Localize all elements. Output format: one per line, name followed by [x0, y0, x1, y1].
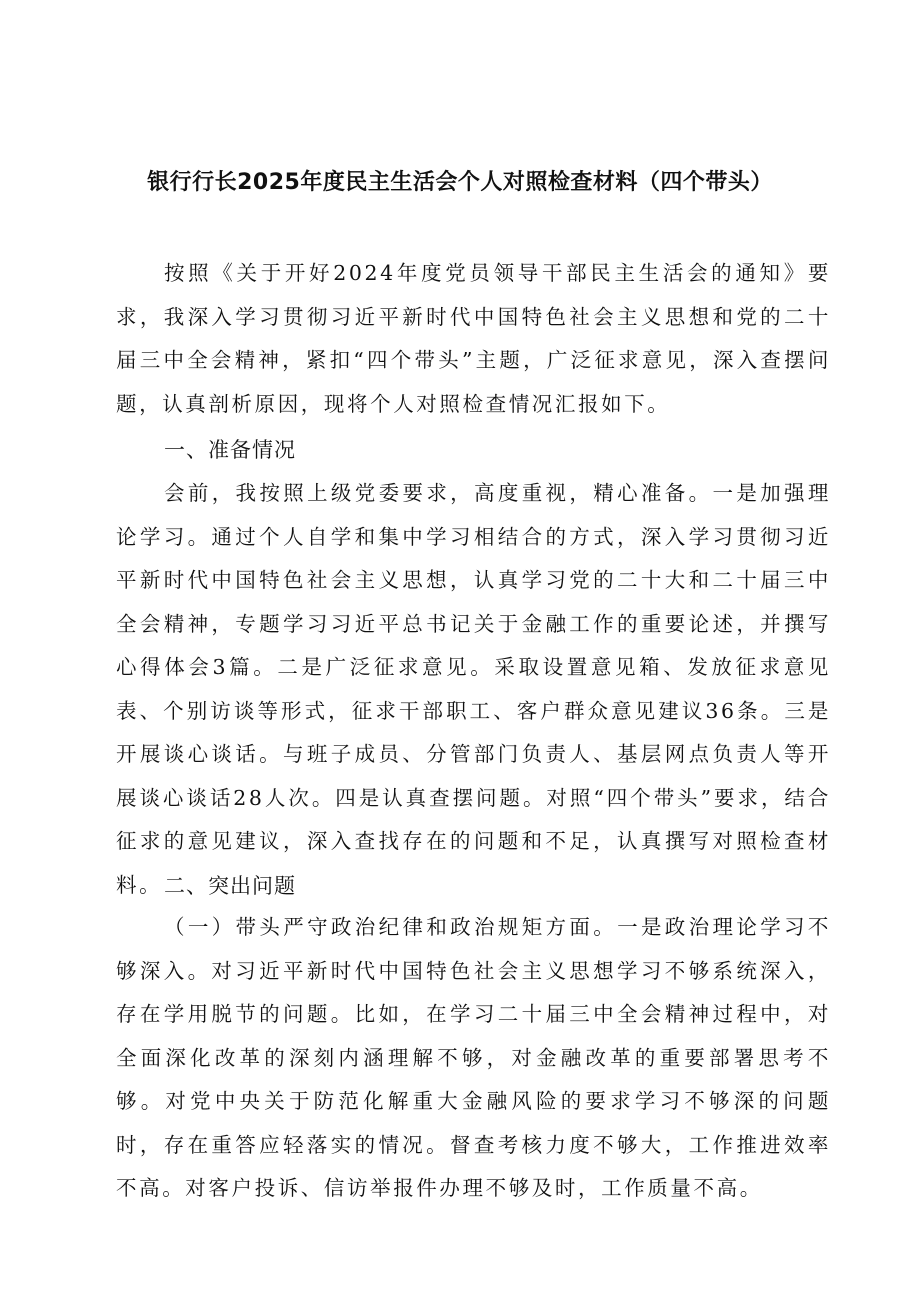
section-heading-issues: 二、突出问题 — [164, 874, 296, 898]
intro-paragraph: 按照《关于开好2024年度党员领导干部民主生活会的通知》要求，我深入学习贯彻习近平新时代中国特色社会主义思想和党的二十届三中全会精神，紧扣“四个带头”主题，广泛征求意见，深入查摆问题，认真剖析原因，现将个人对照检查情况汇报如下。 — [116, 261, 831, 416]
section-heading-preparation: 一、准备情况 — [164, 438, 296, 462]
preparation-paragraph: 会前，我按照上级党委要求，高度重视，精心准备。一是加强理论学习。通过个人自学和集中学习相结合的方式，深入学习贯彻习近平新时代中国特色社会主义思想，认真学习党的二十大和二十届三中全会精神，专题学习习近平总书记关于金融工作的重要论述，并撰写心得体会3篇。二是广泛征求意见。采取设置意见箱、发放征求意见表、个别访谈等形式，征求干部职工、客户群众意见建议36条。三是开展谈心谈话。与班子成员、分管部门负责人、基层网点负责人等开展谈心谈话28人次。四是认真查摆问题。对照“四个带头”要求，结合征求的意见建议，深入查找存在的问题和不足，认真撰写对照检查材料。 — [116, 481, 831, 897]
document-title: 银行行长2025年度民主生活会个人对照检查材料（四个带头） — [147, 170, 773, 195]
issues-paragraph: （一）带头严守政治纪律和政治规矩方面。一是政治理论学习不够深入。对习近平新时代中国特色社会主义思想学习不够系统深入，存在学用脱节的问题。比如，在学习二十届三中全会精神过程中，对全面深化改革的深刻内涵理解不够，对金融改革的重要部署思考不够。对党中央关于防范化解重大金融风险的要求学习不够深的问题时，存在重答应轻落实的情况。督查考核力度不够大，工作推进效率不高。对客户投诉、信访举报件办理不够及时，工作质量不高。 — [116, 915, 831, 1200]
